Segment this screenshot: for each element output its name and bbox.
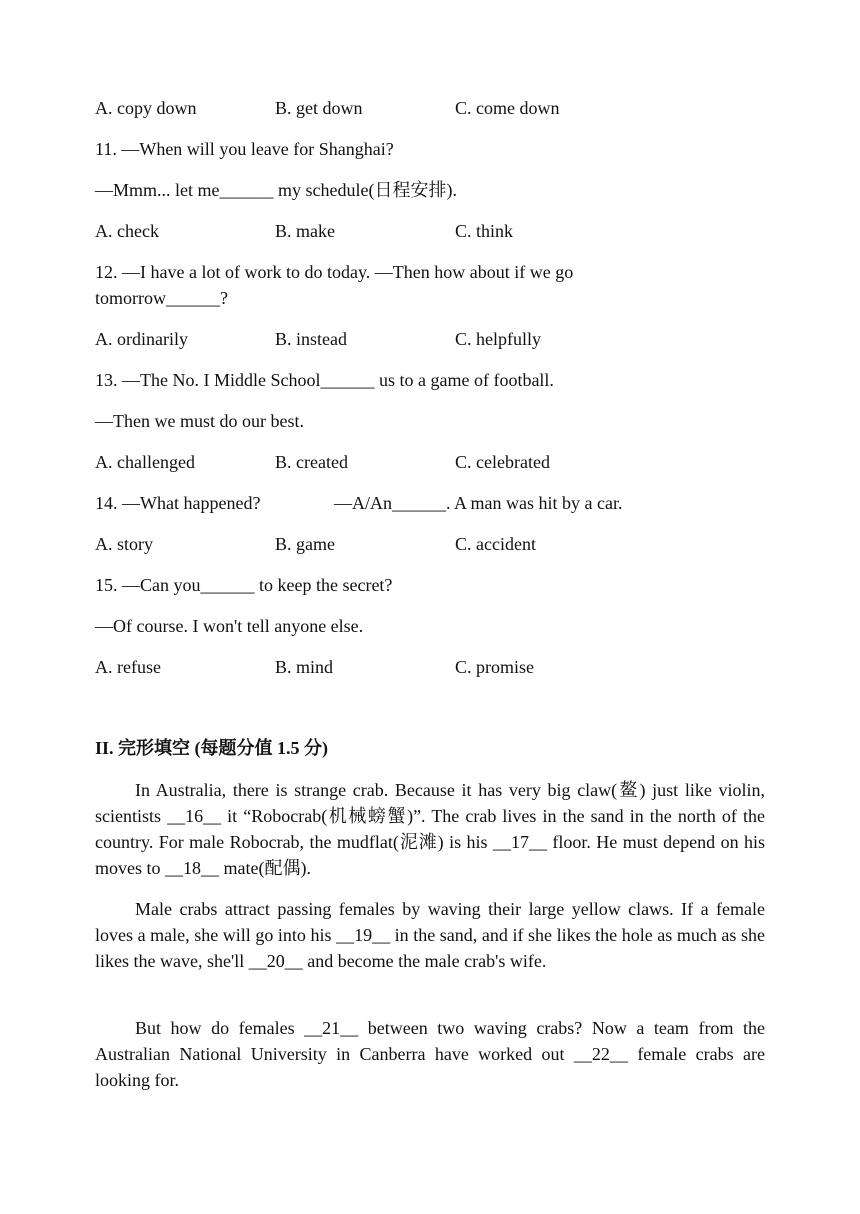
q12-option-a[interactable]: A. ordinarily: [95, 329, 188, 349]
q15-question: 15. —Can you______ to keep the secret?: [95, 575, 393, 595]
q13-option-c[interactable]: C. celebrated: [455, 452, 550, 472]
q15-options: [95, 654, 765, 680]
q14-option-c[interactable]: C. accident: [455, 534, 536, 554]
cloze-paragraph-1: In Australia, there is strange crab. Because it has very big claw(鳌) just like violin, scientists __16__ it “Robocrab(机械螃蟹)”. The crab lives in the sand in the north of the country. For male Robocrab, the mudflat(泥滩) is his __17__ floor. He must depend on his moves to __18__ mate(配偶).: [95, 780, 765, 878]
q11-question: 11. —When will you leave for Shanghai?: [95, 139, 394, 159]
q14-question: 14. —What happened?: [95, 493, 261, 513]
q11-option-c[interactable]: C. think: [455, 221, 514, 241]
q15-option-b[interactable]: B. mind: [275, 657, 334, 677]
q14-options: [95, 531, 765, 557]
cloze-paragraph-2: Male crabs attract passing females by waving their large yellow claws. If a female loves a male, she will go into his __19__ in the sand, and if she likes the hole as much as she likes the wave, she'll __20__ and become the male crab's wife.: [95, 899, 765, 971]
q15-option-a[interactable]: A. refuse: [95, 657, 161, 677]
q15-option-c[interactable]: C. promise: [455, 657, 534, 677]
section-heading: II. 完形填空 (每题分值 1.5 分): [95, 738, 328, 758]
q12-question-line2: tomorrow______?: [95, 288, 228, 308]
q13-question: 13. —The No. I Middle School______ us to a game of football.: [95, 370, 554, 390]
q10-options: [95, 95, 765, 121]
q14-option-b[interactable]: B. game: [275, 534, 335, 554]
q13-options: [95, 449, 765, 475]
q15-reply: —Of course. I won't tell anyone else.: [95, 616, 364, 636]
cloze-paragraph-3: But how do females __21__ between two waving crabs? Now a team from the Australian National University in Canberra have worked out __22__ female crabs are looking for.: [95, 1018, 765, 1090]
q11-options: [95, 218, 765, 244]
q12-option-c[interactable]: C. helpfully: [455, 329, 541, 349]
q12-options: [95, 326, 765, 352]
q13-reply: —Then we must do our best.: [95, 411, 304, 431]
q11-reply: —Mmm... let me______ my schedule(日程安排).: [95, 180, 457, 200]
q11-option-b[interactable]: B. make: [275, 221, 335, 241]
q10-option-a[interactable]: A. copy down: [95, 98, 197, 118]
q14-reply: —A/An______. A man was hit by a car.: [334, 493, 623, 513]
q10-option-c[interactable]: C. come down: [455, 98, 560, 118]
q11-option-a[interactable]: A. check: [95, 221, 159, 241]
q12-option-b[interactable]: B. instead: [275, 329, 347, 349]
q12-question-line1: 12. —I have a lot of work to do today. —Then how about if we go: [95, 262, 574, 282]
q13-option-b[interactable]: B. created: [275, 452, 348, 472]
q10-option-b[interactable]: B. get down: [275, 98, 363, 118]
q14-option-a[interactable]: A. story: [95, 534, 153, 554]
q13-option-a[interactable]: A. challenged: [95, 452, 195, 472]
